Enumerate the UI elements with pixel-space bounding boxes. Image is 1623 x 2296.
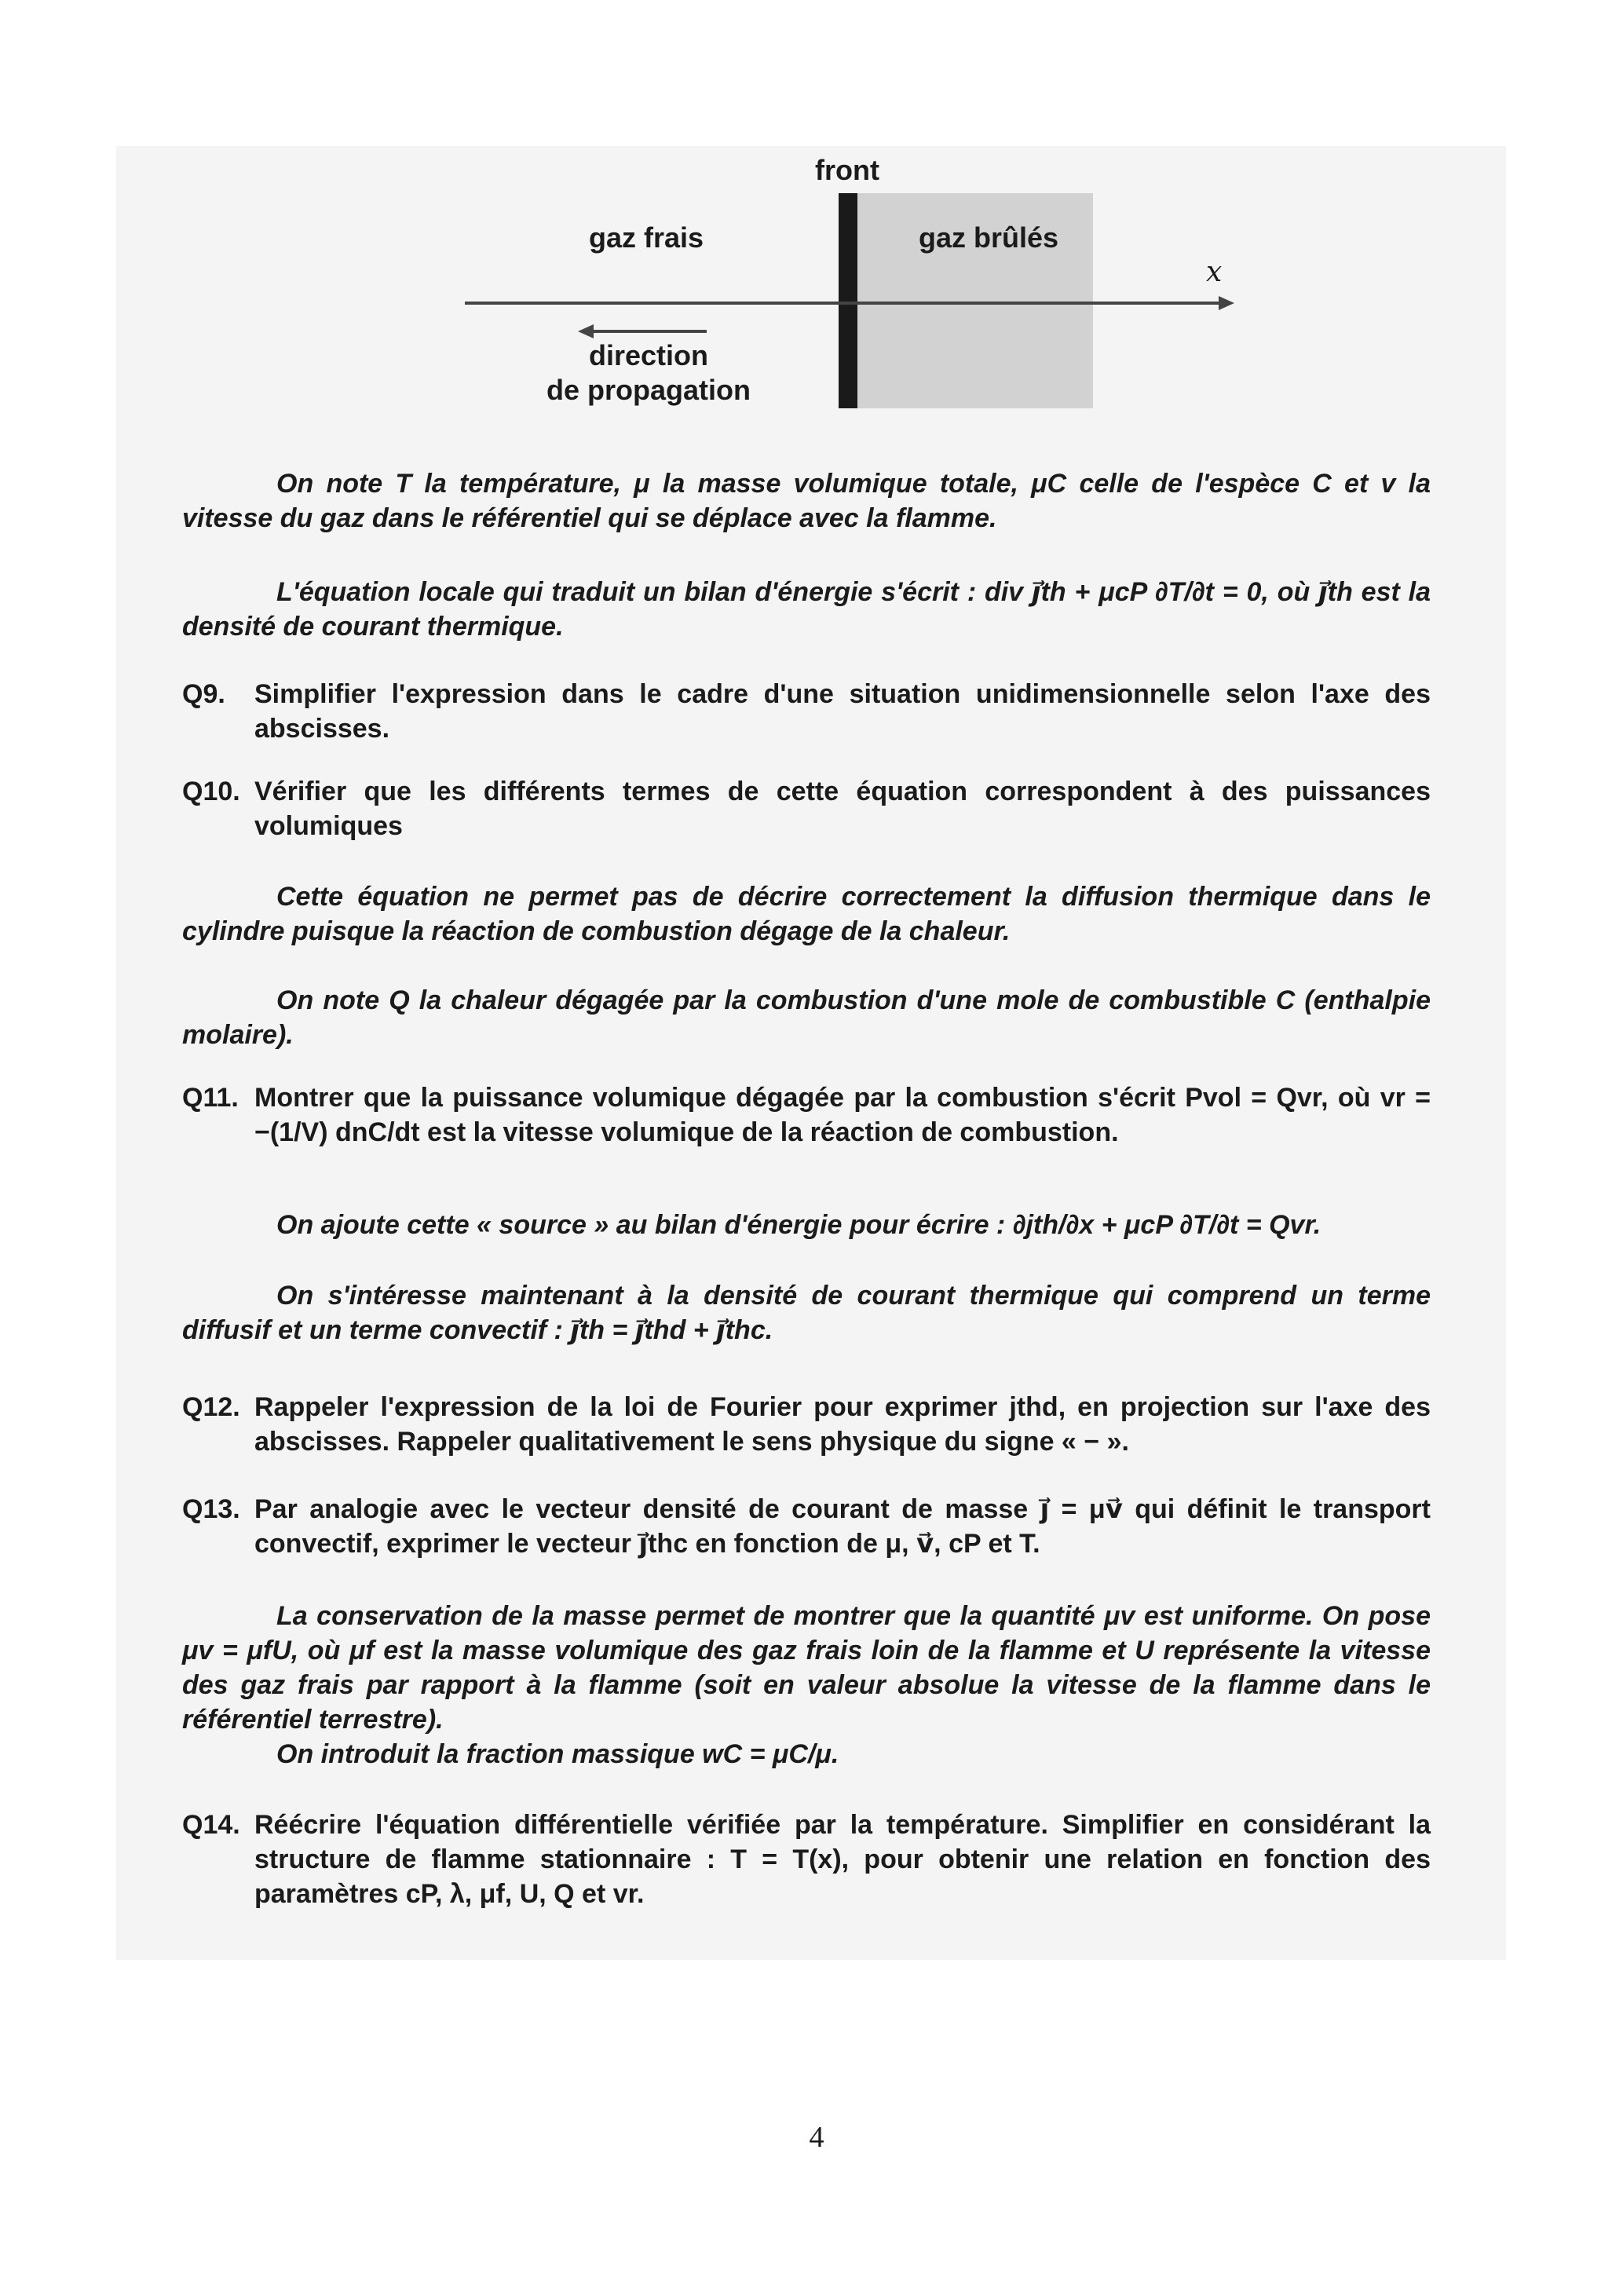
propagation-label: de propagation bbox=[546, 374, 751, 406]
paragraph-energy-balance: L'équation locale qui traduit un bilan d'énergie s'écrit : div j⃗th + μcP ∂T/∂t = 0, où j⃗th est la densité de courant thermique. bbox=[182, 577, 1431, 642]
x-axis-label: x bbox=[1206, 256, 1223, 288]
flame-front-bar bbox=[839, 193, 857, 408]
question-text: Par analogie avec le vecteur densité de courant de masse j⃗ = μv⃗ qui définit le transport convectif, exprimer le vecteur j⃗thc en fonction de μ, v⃗, cP et T. bbox=[254, 1494, 1431, 1559]
paragraph-mass-conservation: La conservation de la masse permet de montrer que la quantité μv est uniforme. On pose μv = μfU, où μf est la masse volumique des gaz frais loin de la flamme et U représente la vitesse des gaz frais par rapport à la flamme (soit en valeur absolue la vitesse de la flamme dans le référentiel terrestre). bbox=[182, 1601, 1431, 1735]
question-label: Q13. bbox=[182, 1494, 240, 1524]
direction-label: direction bbox=[589, 339, 709, 371]
question-text: Simplifier l'expression dans le cadre d'une situation unidimensionnelle selon l'axe des abscisses. bbox=[254, 679, 1431, 744]
propagation-arrowhead bbox=[578, 324, 594, 338]
question-label: Q10. bbox=[182, 777, 240, 806]
question-label: Q14. bbox=[182, 1810, 240, 1840]
page-number: 4 bbox=[809, 2121, 824, 2154]
question-q12 bbox=[182, 1390, 1431, 1459]
paragraph-mass-fraction: On introduit la fraction massique wC = μC/μ. bbox=[276, 1739, 839, 1769]
paragraph-diffusion-note: Cette équation ne permet pas de décrire correctement la diffusion thermique dans le cylindre puisque la réaction de combustion dégage de la chaleur. bbox=[182, 882, 1431, 946]
fresh-gas-label: gaz frais bbox=[589, 221, 704, 254]
question-text: Vérifier que les différents termes de cette équation correspondent à des puissances volumiques bbox=[254, 777, 1431, 841]
paragraph-heat-q: On note Q la chaleur dégagée par la combustion d'une mole de combustible C (enthalpie molaire). bbox=[182, 985, 1431, 1050]
front-label: front bbox=[815, 154, 879, 186]
question-q9 bbox=[182, 677, 1431, 746]
paragraph-notation: On note T la température, μ la masse volumique totale, μC celle de l'espèce C et v la vitesse du gaz dans le référentiel qui se déplace avec la flamme. bbox=[182, 469, 1431, 533]
question-label: Q9. bbox=[182, 679, 225, 709]
question-q10 bbox=[182, 774, 1431, 843]
paragraph-source-term: On ajoute cette « source » au bilan d'énergie pour écrire : ∂jth/∂x + μcP ∂T/∂t = Qvr. bbox=[276, 1210, 1321, 1240]
question-text: Réécrire l'équation différentielle vérifiée par la température. Simplifier en considérant la structure de flamme stationnaire : T = T(x), pour obtenir une relation en fonction des paramètres cP, λ, μf, U, Q et vr. bbox=[254, 1810, 1431, 1909]
question-q14 bbox=[182, 1808, 1431, 1911]
burnt-gas-label: gaz brûlés bbox=[919, 221, 1059, 254]
question-q13 bbox=[182, 1492, 1431, 1561]
question-text: Rappeler l'expression de la loi de Fourier pour exprimer jthd, en projection sur l'axe des abscisses. Rappeler qualitativement le sens physique du signe « − ». bbox=[254, 1392, 1431, 1457]
question-label: Q12. bbox=[182, 1392, 240, 1422]
x-axis-arrowhead bbox=[1219, 296, 1234, 310]
question-q11 bbox=[182, 1080, 1431, 1150]
paragraph-thermal-current: On s'intéresse maintenant à la densité de courant thermique qui comprend un terme diffusif et un terme convectif : j⃗th = j⃗thd + j⃗thc. bbox=[182, 1281, 1431, 1345]
question-label: Q11. bbox=[182, 1083, 239, 1113]
question-text: Montrer que la puissance volumique dégagée par la combustion s'écrit Pvol = Qvr, où vr = −(1/V) dnC/dt est la vitesse volumique de la réaction de combustion. bbox=[254, 1083, 1431, 1147]
